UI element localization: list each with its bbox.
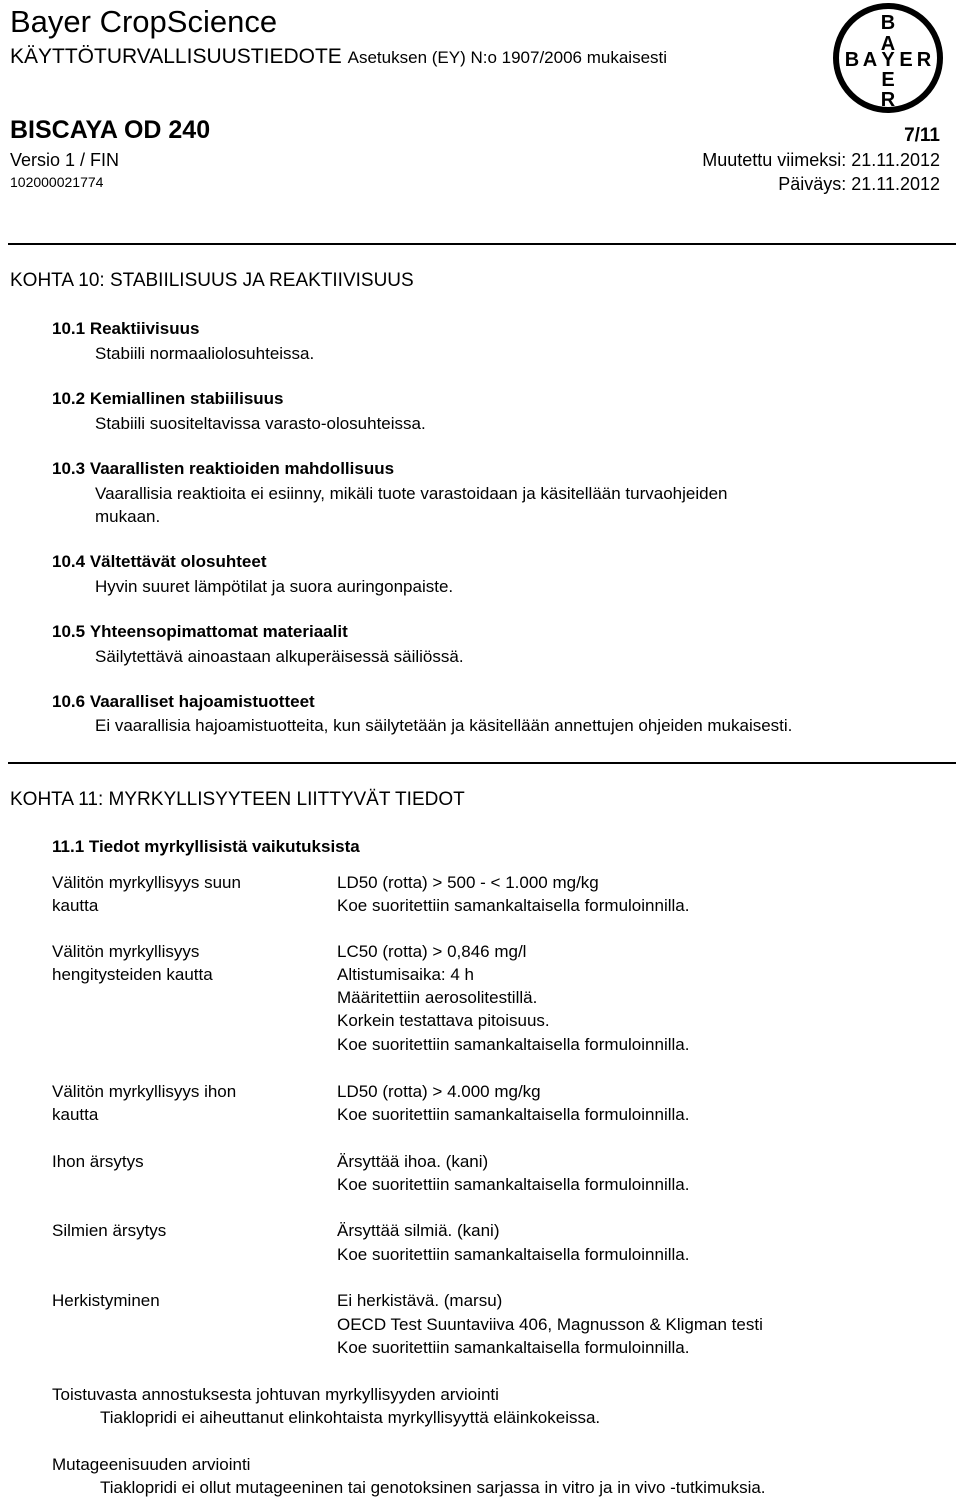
tox-value: Ärsyttää ihoa. (kani) bbox=[337, 1152, 489, 1171]
tox-label: Välitön myrkyllisyys suun bbox=[52, 873, 241, 892]
section-divider bbox=[8, 762, 956, 764]
tox-value: Koe suoritettiin samankaltaisella formuloinnilla. bbox=[337, 1105, 690, 1124]
tox-label: hengitysteiden kautta bbox=[52, 965, 213, 984]
subsection-10-5-heading bbox=[52, 622, 348, 642]
mutagenicity-heading: Mutageenisuuden arviointi bbox=[52, 1455, 251, 1474]
version-label: Versio 1 / FIN bbox=[10, 150, 120, 170]
header-divider bbox=[8, 243, 956, 245]
tox-value: Koe suoritettiin samankaltaisella formuloinnilla. bbox=[337, 1035, 690, 1054]
product-name: BISCAYA OD 240 bbox=[10, 116, 211, 144]
tox-label: Välitön myrkyllisyys ihon bbox=[52, 1082, 237, 1101]
mutagenicity-text: Tiaklopridi ei ollut mutageeninen tai genotoksinen sarjassa in vitro ja in vivo -tutkimuksia. bbox=[100, 1478, 766, 1497]
section-11-title: KOHTA 11: MYRKYLLISYYTEEN LIITTYVÄT TIEDOT bbox=[10, 789, 465, 810]
tox-value: LD50 (rotta) > 4.000 mg/kg bbox=[337, 1082, 541, 1101]
subsection-title: Yhteensopimattomat materiaalit bbox=[89, 622, 348, 641]
subsection-number: 10.6 bbox=[52, 692, 86, 711]
tox-value: Koe suoritettiin samankaltaisella formuloinnilla. bbox=[337, 896, 690, 915]
bayer-logo bbox=[832, 2, 944, 114]
subsection-title: Vaarallisten reaktioiden mahdollisuus bbox=[89, 459, 395, 478]
tox-value: Koe suoritettiin samankaltaisella formuloinnilla. bbox=[337, 1245, 690, 1264]
subsection-title: Vaaralliset hajoamistuotteet bbox=[89, 692, 315, 711]
tox-label: kautta bbox=[52, 1105, 99, 1124]
subsection-title: Kemiallinen stabiilisuus bbox=[89, 389, 284, 408]
subsection-10-6-heading bbox=[52, 692, 315, 712]
subsection-number: 10.5 bbox=[52, 622, 86, 641]
tox-value: Määritettiin aerosolitestillä. bbox=[337, 988, 538, 1007]
document-number: 102000021774 bbox=[10, 174, 104, 190]
subsection-11-1-heading: 11.1 Tiedot myrkyllisistä vaikutuksista bbox=[52, 837, 360, 856]
tox-value: Korkein testattava pitoisuus. bbox=[337, 1011, 550, 1030]
subsection-10-4-text: Hyvin suuret lämpötilat ja suora auringonpaiste. bbox=[95, 577, 454, 596]
subsection-10-3-text-line2: mukaan. bbox=[95, 507, 161, 526]
subsection-title: Vältettävät olosuhteet bbox=[89, 552, 267, 571]
tox-value: OECD Test Suuntaviiva 406, Magnusson & Kligman testi bbox=[337, 1315, 763, 1334]
subsection-number: 10.4 bbox=[52, 552, 86, 571]
svg-text:E: E bbox=[881, 69, 895, 91]
subsection-10-1-heading bbox=[52, 319, 199, 339]
tox-value: LD50 (rotta) > 500 - < 1.000 mg/kg bbox=[337, 873, 599, 892]
subsection-10-3-text-line1: Vaarallisia reaktioita ei esiinny, mikäli tuote varastoidaan ja käsitellään turvaohjeiden bbox=[95, 484, 728, 503]
tox-value: Ärsyttää silmiä. (kani) bbox=[337, 1221, 500, 1240]
tox-label: Ihon ärsytys bbox=[52, 1152, 144, 1171]
company-name: Bayer CropScience bbox=[10, 4, 278, 39]
repeated-dose-heading: Toistuvasta annostuksesta johtuvan myrkyllisyyden arviointi bbox=[52, 1385, 499, 1404]
tox-label: Välitön myrkyllisyys bbox=[52, 942, 200, 961]
tox-value: Koe suoritettiin samankaltaisella formuloinnilla. bbox=[337, 1175, 690, 1194]
svg-text:A: A bbox=[862, 49, 878, 71]
subsection-10-5-text: Säilytettävä ainoastaan alkuperäisessä säiliössä. bbox=[95, 647, 464, 666]
subsection-10-4-heading bbox=[52, 552, 266, 572]
svg-text:R: R bbox=[880, 89, 896, 111]
svg-text:Y: Y bbox=[881, 49, 895, 71]
subsection-10-2-text: Stabiili suositeltavissa varasto-olosuhteissa. bbox=[95, 414, 426, 433]
section-10-title: KOHTA 10: STABIILISUUS JA REAKTIIVISUUS bbox=[10, 270, 414, 291]
subsection-number: 10.2 bbox=[52, 389, 86, 408]
tox-label: Herkistyminen bbox=[52, 1291, 160, 1310]
tox-value: Koe suoritettiin samankaltaisella formuloinnilla. bbox=[337, 1338, 690, 1357]
svg-text:A: A bbox=[880, 33, 896, 55]
tox-label: Silmien ärsytys bbox=[52, 1221, 167, 1240]
subsection-number: 10.3 bbox=[52, 459, 86, 478]
subsection-10-3-heading bbox=[52, 459, 394, 479]
modified-date: Muutettu viimeksi: 21.11.2012 bbox=[702, 150, 940, 170]
document-type: KÄYTTÖTURVALLISUUSTIEDOTE bbox=[10, 45, 342, 68]
issue-date: Päiväys: 21.11.2012 bbox=[778, 174, 940, 194]
svg-text:E: E bbox=[899, 49, 913, 71]
tox-value: LC50 (rotta) > 0,846 mg/l bbox=[337, 942, 527, 961]
subsection-10-1-text: Stabiili normaaliolosuhteissa. bbox=[95, 344, 315, 363]
svg-text:B: B bbox=[844, 49, 860, 71]
svg-text:B: B bbox=[880, 12, 896, 34]
page-number: 7/11 bbox=[904, 125, 940, 146]
tox-value: Altistumisaika: 4 h bbox=[337, 965, 474, 984]
subsection-10-6-text: Ei vaarallisia hajoamistuotteita, kun säilytetään ja käsitellään annettujen ohjeiden mukaisesti. bbox=[95, 716, 793, 735]
tox-value: Ei herkistävä. (marsu) bbox=[337, 1291, 503, 1310]
svg-text:R: R bbox=[916, 49, 932, 71]
tox-label: kautta bbox=[52, 896, 99, 915]
repeated-dose-text: Tiaklopridi ei aiheuttanut elinkohtaista myrkyllisyyttä eläinkokeissa. bbox=[100, 1408, 601, 1427]
subsection-number: 10.1 bbox=[52, 319, 86, 338]
regulation-reference: Asetuksen (EY) N:o 1907/2006 mukaisesti bbox=[347, 48, 668, 67]
subsection-title: Reaktiivisuus bbox=[89, 319, 200, 338]
document-title bbox=[10, 45, 667, 69]
subsection-10-2-heading bbox=[52, 389, 284, 409]
